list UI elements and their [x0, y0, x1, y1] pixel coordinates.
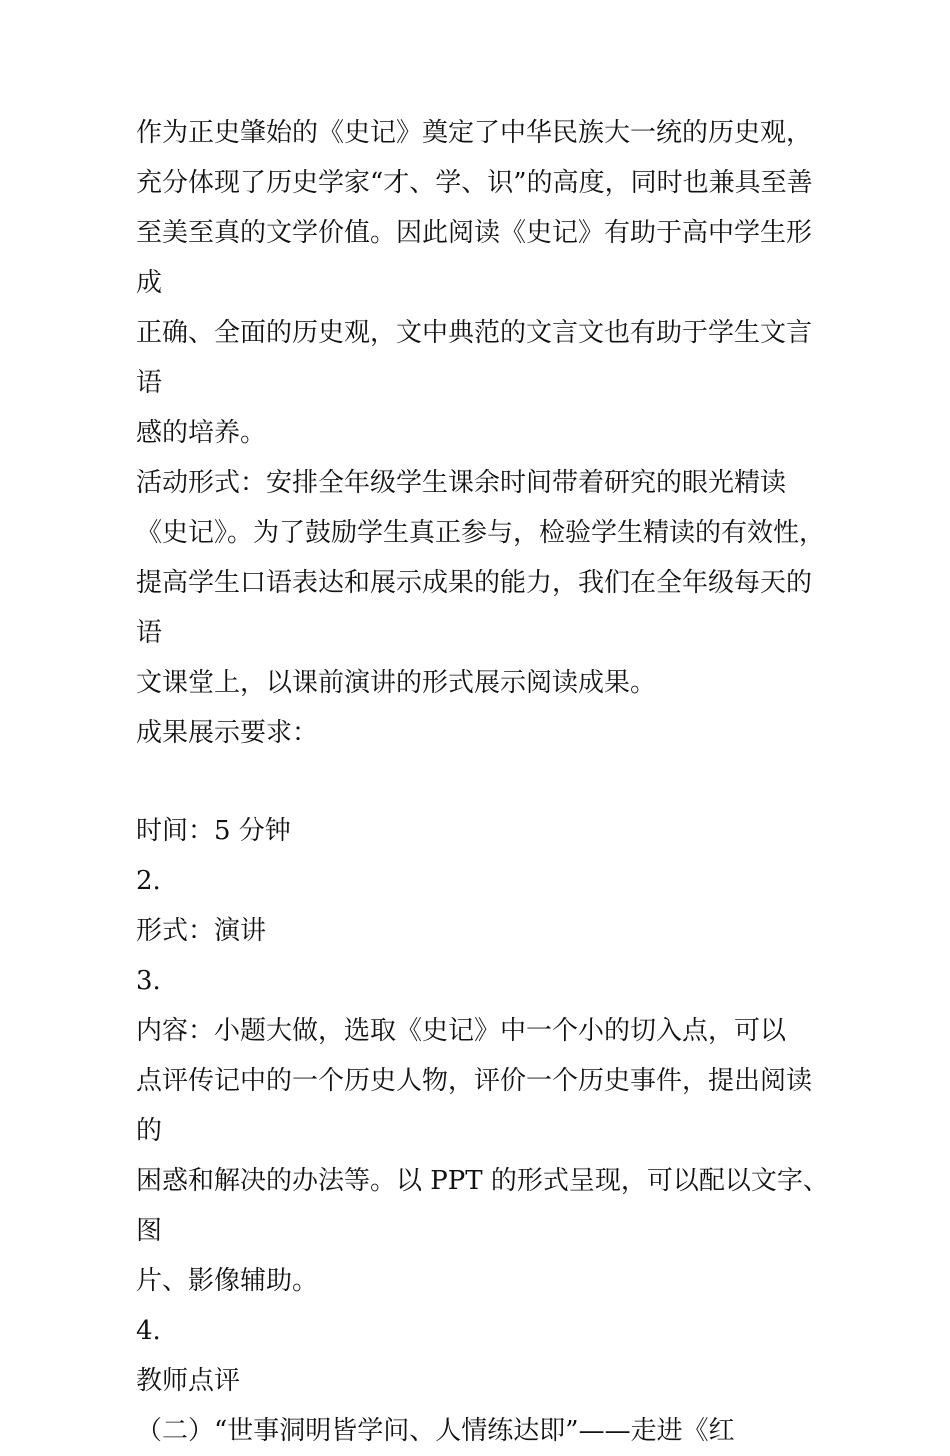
section-heading-2: （二）“世事洞明皆学问、人情练达即”——走进《红 [136, 1416, 735, 1446]
list-number-3: 3. [136, 966, 161, 996]
text-line: 困惑和解决的办法等。以 PPT 的形式呈现，可以配以文字、图 [136, 1166, 829, 1246]
text-line: 点评传记中的一个历史人物，评价一个历史事件，提出阅读的 [136, 1066, 813, 1146]
paragraph-activity-form [136, 458, 836, 708]
requirement-time: 时间：5 分钟 [136, 816, 291, 846]
document-body [136, 108, 836, 1456]
text-line: 提高学生口语表达和展示成果的能力，我们在全年级每天的语 [136, 568, 813, 648]
teacher-review: 教师点评 [136, 1366, 241, 1396]
list-number-4: 4. [136, 1316, 161, 1346]
requirements-label: 成果展示要求： [136, 718, 319, 748]
text-line: 《史记》。为了鼓励学生真正参与，检验学生精读的有效性， [136, 518, 826, 548]
text-line: 文课堂上，以课前演讲的形式展示阅读成果。 [136, 668, 657, 698]
text-line: 感的培养。 [136, 418, 267, 448]
list-number-2: 2. [136, 866, 161, 896]
requirement-form: 形式：演讲 [136, 916, 267, 946]
text-line: 活动形式：安排全年级学生课余时间带着研究的眼光精读 [136, 468, 787, 498]
blank-gap [136, 758, 836, 806]
paragraph-requirement-content [136, 1006, 836, 1306]
text-line: 内容：小题大做，选取《史记》中一个小的切入点，可以 [136, 1016, 787, 1046]
paragraph-significance [136, 108, 836, 458]
text-line: 至美至真的文学价值。因此阅读《史记》有助于高中学生形成 [136, 218, 813, 298]
text-line: 充分体现了历史学家“才、学、识”的高度，同时也兼具至善 [136, 168, 813, 198]
text-line: 作为正史肇始的《史记》奠定了中华民族大一统的历史观， [136, 118, 813, 148]
text-line: 片、影像辅助。 [136, 1266, 319, 1296]
text-line: 正确、全面的历史观，文中典范的文言文也有助于学生文言语 [136, 318, 813, 398]
